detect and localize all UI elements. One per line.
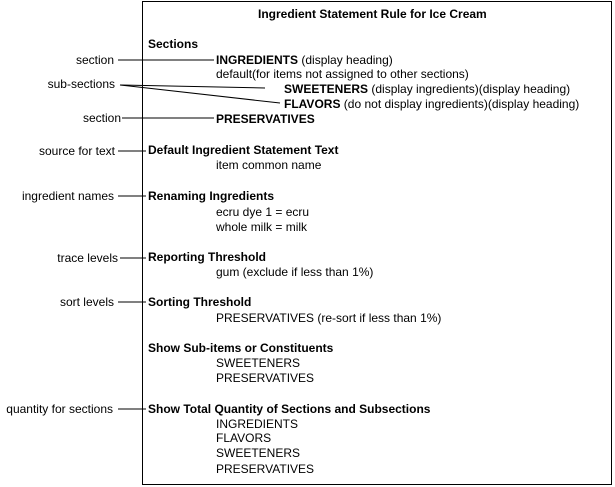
renaming-item: whole milk = milk [216, 220, 308, 234]
label-trace-levels: trace levels [57, 251, 118, 265]
subsection-flavors [284, 97, 579, 111]
reporting-heading: Reporting Threshold [148, 250, 266, 264]
subsection-sweeteners-note: (display ingredients)(display heading) [371, 82, 571, 96]
show-sub-items-item: SWEETENERS [216, 356, 301, 370]
reporting-value: gum (exclude if less than 1%) [216, 265, 374, 279]
section-ingredients [216, 53, 393, 67]
show-total-item: FLAVORS [216, 431, 272, 445]
sorting-value: PRESERVATIVES (re-sort if less than 1%) [216, 311, 442, 325]
renaming-item: ecru dye 1 = ecru [216, 205, 310, 219]
show-total-item: PRESERVATIVES [216, 462, 315, 476]
label-sort-levels: sort levels [59, 295, 114, 309]
label-source-for-text: source for text [38, 144, 115, 158]
subsection-flavors-note: (do not display ingredients)(display heading) [343, 97, 580, 111]
show-total-item: SWEETENERS [216, 446, 301, 460]
subsection-sweeteners [284, 82, 570, 96]
section-ingredients-note: (display heading) [301, 53, 393, 67]
renaming-heading: Renaming Ingredients [148, 189, 275, 203]
show-total-heading: Show Total Quantity of Sections and Subsections [148, 402, 431, 416]
default-text-value: item common name [216, 158, 322, 172]
section-ingredients-name: INGREDIENTS [216, 53, 299, 67]
show-total-item: INGREDIENTS [216, 417, 299, 431]
subsection-flavors-name: FLAVORS [284, 97, 341, 111]
default-text-heading: Default Ingredient Statement Text [148, 143, 339, 157]
rule-title: Ingredient Statement Rule for Ice Cream [258, 7, 487, 21]
section-preservatives: PRESERVATIVES [216, 112, 315, 126]
label-quantity-for-sections: quantity for sections [6, 402, 113, 416]
label-section-1: section [75, 53, 114, 67]
label-section-2: section [82, 111, 121, 125]
show-sub-items-heading: Show Sub-items or Constituents [148, 341, 334, 355]
show-sub-items-item: PRESERVATIVES [216, 371, 315, 385]
sections-heading: Sections [148, 37, 199, 51]
subsection-sweeteners-name: SWEETENERS [284, 82, 369, 96]
label-ingredient-names: ingredient names [21, 189, 114, 203]
label-sub-sections: sub-sections [47, 77, 115, 91]
sorting-heading: Sorting Threshold [148, 295, 252, 309]
section-default-note: default(for items not assigned to other sections) [216, 67, 469, 81]
